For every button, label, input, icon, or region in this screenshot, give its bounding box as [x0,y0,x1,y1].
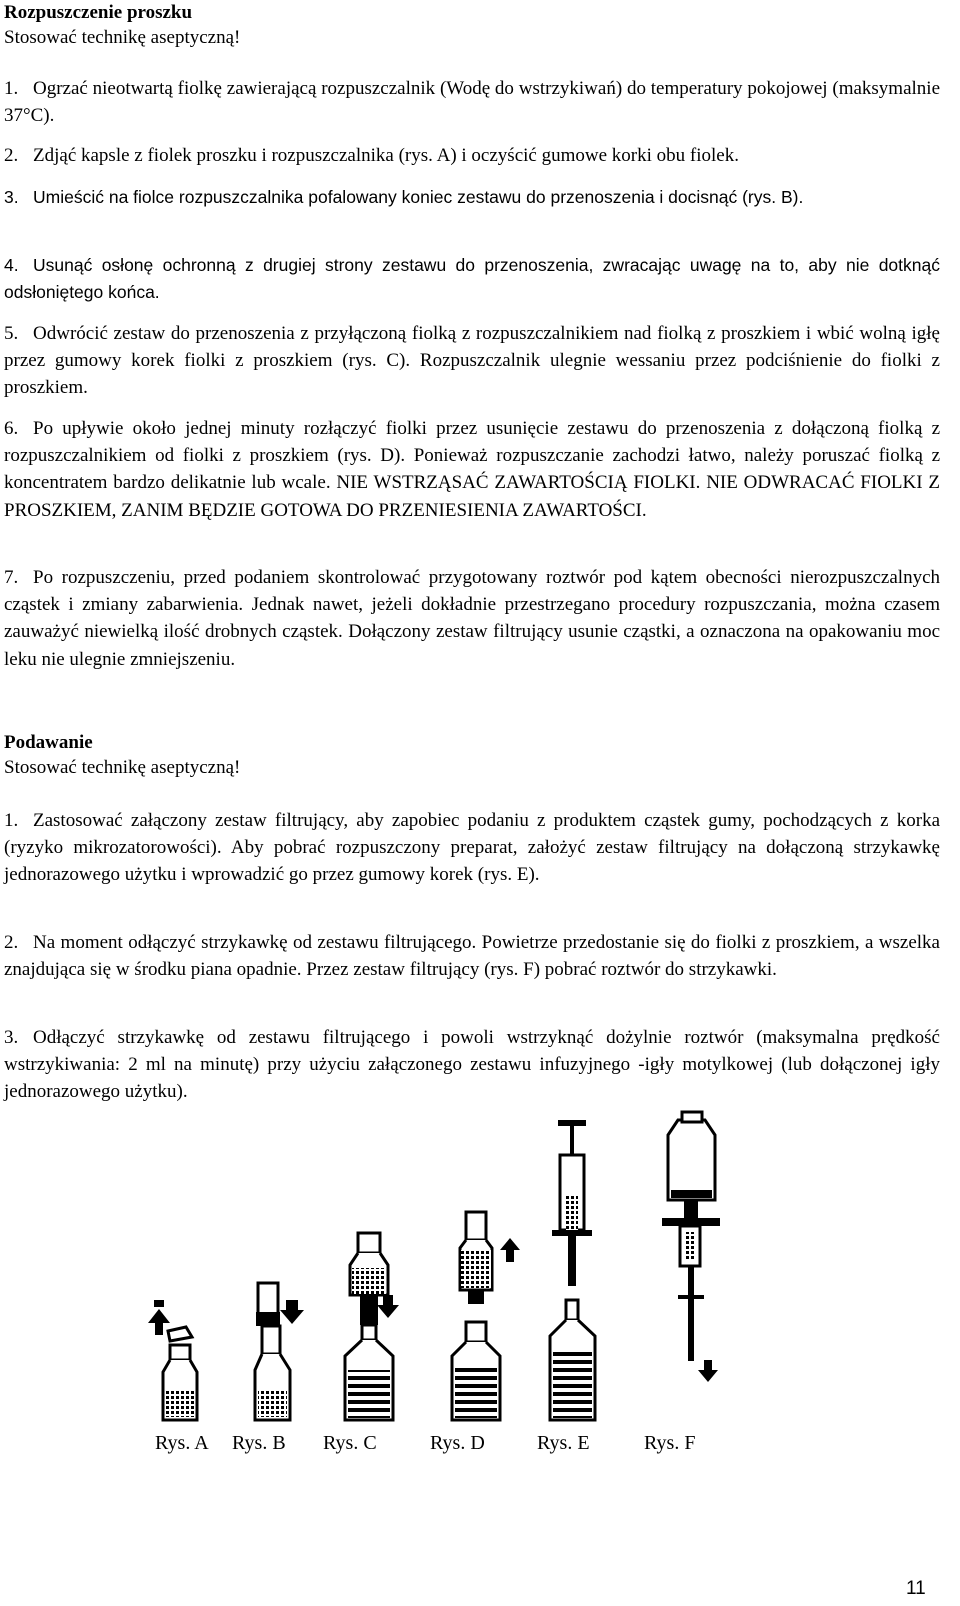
item-text: Ogrzać nieotwartą fiolkę zawierającą rozpuszczalnik (Wodę do wstrzykiwań) do temperatury pokojowej (maksymalnie 37°C). [4,78,940,127]
page-number: 11 [906,1578,926,1599]
section-title: Podawanie [4,732,93,753]
item-number: 1. [4,810,19,831]
list-item [4,415,940,524]
item-text: Umieścić na fiolce rozpuszczalnika pofalowany koniec zestawu do przenoszenia i docisnąć (rys. B). [33,187,804,207]
arrow-down-icon [377,1295,399,1318]
item-text: Zastosować załączony zestaw filtrujący, aby zapobiec podaniu z produktem cząstek gumy, pochodzących z korka (ryzyko mikrozatorowości). Aby pobrać rozpuszczony preparat, założyć zestaw filtrujący na dołączoną strzykawkę jednorazowego użytku i wprowadzić go przez gumowy korek (rys. E). [4,810,940,886]
figure-caption-b: Rys. B [232,1432,286,1454]
item-text: Usunąć osłonę ochronną z drugiej strony zestawu do przenoszenia, zwracając uwagę na to, aby nie dotknąć odsłoniętego końca. [4,255,940,303]
item-text: Odwrócić zestaw do przenoszenia z przyłączoną fiolką z rozpuszczalnikiem nad fiolką z proszkiem i wbić wolną igłę przez gumowy korek fiolki z proszkiem (rys. C). Rozpuszczalnik ulegnie wessaniu przez podciśnienie do fiolki z proszkiem. [4,323,940,399]
item-number: 4. [4,255,19,275]
item-number: 6. [4,418,19,439]
section-subtitle: Stosować technikę aseptyczną! [4,27,241,48]
figure-f [662,1112,720,1382]
figure-a [148,1300,197,1420]
figure-caption-d: Rys. D [430,1432,485,1454]
item-text: Po upływie około jednej minuty rozłączyć fiolki przez usunięcie zestawu do przenoszenia z dołączoną fiolką z rozpuszczalnikiem od fiolki z proszkiem (rys. D). Ponieważ rozpuszczanie zachodzi łatwo, należy poruszać fiolką z koncentratem bardzo delikatnie lub wcale. NIE WSTRZĄSAĆ ZAWARTOŚCIĄ FIOLKI. NIE ODWRACAĆ FIOLKI Z PROSZKIEM, ZANIM BĘDZIE GOTOWA DO PRZENIESIENIA ZAWARTOŚCI. [4,418,940,521]
list-item [4,320,940,402]
section-title: Rozpuszczenie proszku [4,2,193,23]
item-text: Po rozpuszczeniu, przed podaniem skontrolować przygotowany roztwór pod kątem obecności nierozpuszczalnych cząstek i zmiany zabarwienia. Jednak nawet, jeżeli dokładnie przestrzegano procedury rozpuszczania, można czasem zauważyć niewielką ilość drobnych cząstek. Dołączony zestaw filtrujący usunie cząstki, a oznaczona na opakowaniu moc leku nie ulegnie zmniejszeniu. [4,567,940,670]
list-item [4,252,940,306]
arrow-up-icon [148,1300,170,1335]
arrow-up-icon [500,1238,520,1262]
figure-caption-e: Rys. E [537,1432,590,1454]
list-item [4,142,940,169]
list-item [4,184,940,211]
section-administration-header [4,730,940,780]
figure-c [345,1233,399,1420]
figure-caption-a: Rys. A [155,1432,209,1454]
figure-caption-c: Rys. C [323,1432,377,1454]
item-text: Zdjąć kapsle z fiolek proszku i rozpuszczalnika (rys. A) i oczyścić gumowe korki obu fiolek. [33,145,739,166]
list-item [4,75,940,129]
item-number: 3. [4,187,19,207]
item-number: 2. [4,145,19,166]
figure-caption-f: Rys. F [644,1432,696,1454]
list-item [4,807,940,889]
item-number: 3. [4,1027,19,1048]
section-subtitle: Stosować technikę aseptyczną! [4,757,241,778]
arrow-down-icon [280,1300,304,1324]
section-reconstitution-header [4,0,940,50]
arrow-down-icon [698,1360,718,1382]
item-number: 5. [4,323,19,344]
list-item [4,929,940,983]
item-number: 2. [4,932,19,953]
list-item [4,1024,940,1106]
figure-d [452,1212,520,1420]
item-text: Odłączyć strzykawkę od zestawu filtrującego i powoli wstrzyknąć dożylnie roztwór (maksymalna prędkość wstrzykiwania: 2 ml na minutę) przy użyciu załączonego zestawu infuzyjnego -igły motylkowej (lub dołączonej igły jednorazowego użytku). [4,1027,940,1103]
item-text: Na moment odłączyć strzykawkę od zestawu filtrującego. Powietrze przedostanie się do fiolki z proszkiem, a wszelka znajdująca się w środku piana opadnie. Przez zestaw filtrujący (rys. F) pobrać roztwór do strzykawki. [4,932,940,981]
list-item [4,564,940,673]
item-number: 7. [4,567,19,588]
figure-b [255,1283,304,1420]
figure-e [550,1120,595,1420]
item-number: 1. [4,78,19,99]
